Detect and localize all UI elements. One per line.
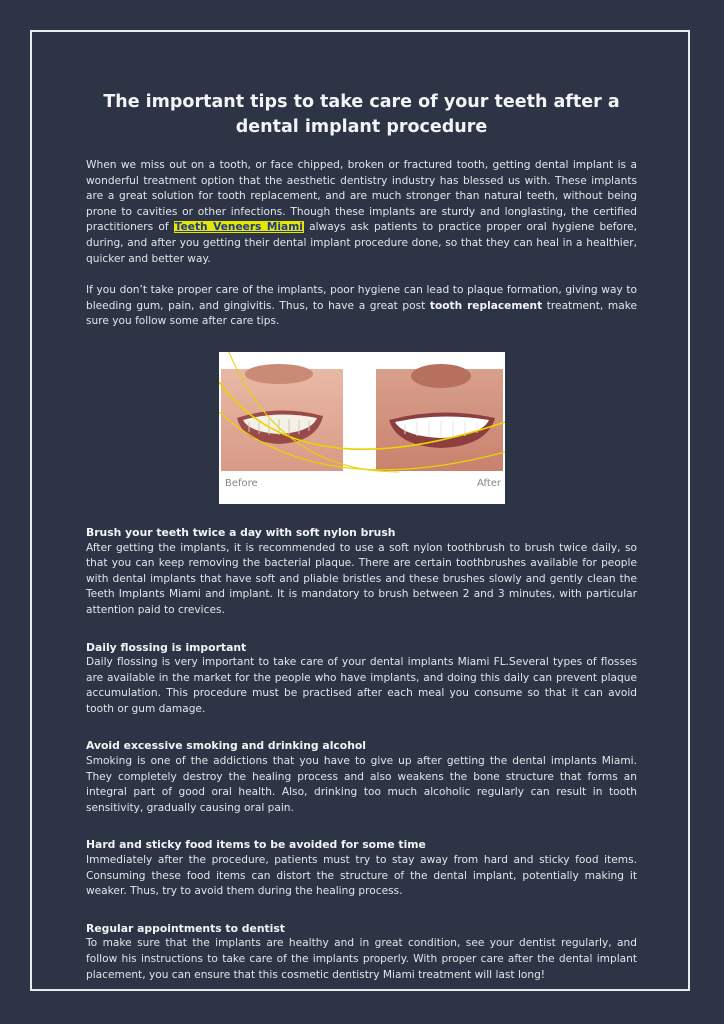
- after-label: After: [477, 477, 502, 489]
- intro-paragraph-2: [86, 283, 637, 330]
- section-title: Regular appointments to dentist: [86, 921, 285, 935]
- intro-text-1: When we miss out on a tooth, or face chipped, broken or fractured tooth, getting dental implant is a wonderful treatment option that the aesthetic dentistry industry has blessed us with. These implants are a great solution for tooth replacement, and are much stronger than natural teeth, without being prone to cavities or other infections. Though these implants are sturdy and longlasting, the certified practitioners of: [86, 159, 637, 234]
- intro-text-2: always ask patients to practice proper oral hygiene before, during, and after you getting their dental implant procedure done, so that they can heal in a healthier, quicker and better way.: [86, 221, 637, 265]
- section-body: To make sure that the implants are healthy and in great condition, see your dentist regularly, and follow his instructions to take care of the implants properly. With proper care after the dental implant placement, you can ensure that this cosmetic dentistry Miami treatment will last long!: [86, 937, 637, 981]
- before-after-image: [219, 352, 505, 504]
- intro-text-4: treatment, make sure you follow some after care tips.: [86, 299, 637, 328]
- section-body: Smoking is one of the addictions that you have to give up after getting the dental implants Miami. They completely destroy the healing process and also weakens the bone structure that forms an integral part of good oral health. Also, drinking too much alcoholic regularly can result in tooth sensitivity, gradually causing oral pain.: [86, 755, 637, 814]
- article: [86, 90, 637, 983]
- tooth-replacement-bold: tooth replacement: [429, 299, 543, 312]
- before-label: Before: [225, 477, 258, 489]
- section-title: Brush your teeth twice a day with soft nylon brush: [86, 525, 396, 539]
- section-appointments: [86, 921, 637, 983]
- section-body: After getting the implants, it is recommended to use a soft nylon toothbrush to brush twice daily, so that you can keep removing the bacterial plaque. There are certain toothbrushes available for people with dental implants that have soft and pliable bristles and these brushes slowly and gently clean the Teeth Implants Miami and implant. It is mandatory to brush between 2 and 3 minutes, with particular attention paid to crevices.: [86, 541, 637, 616]
- section-smoking: [86, 738, 637, 816]
- section-brush: [86, 525, 637, 619]
- section-body: Daily flossing is very important to take care of your dental implants Miami FL.Several types of flosses are available in the market for the people who have implants, and doing this daily can prevent plaque accumulation. This procedure must be practised after each meal you consume so that it can avoid tooth or gum damage.: [86, 656, 637, 715]
- section-title: Hard and sticky food items to be avoided for some time: [86, 838, 426, 852]
- page-title: The important tips to take care of your teeth after a dental implant procedure: [103, 92, 620, 137]
- intro-text-3: If you don’t take proper care of the implants, poor hygiene can lead to plaque formation, giving way to bleeding gum, pain, and gingivitis. Thus, to have a great post: [86, 284, 637, 312]
- section-flossing: [86, 640, 637, 718]
- section-body: Immediately after the procedure, patients must try to stay away from hard and sticky food items. Consuming these food items can distort the structure of the dental implant, potentially making it weaker. Thus, try to avoid them during the healing process.: [86, 854, 637, 898]
- before-after-smile-illustration: [219, 352, 505, 504]
- intro-paragraph-1: [86, 158, 637, 267]
- section-title: Avoid excessive smoking and drinking alcohol: [86, 739, 367, 753]
- teeth-veneers-miami-link[interactable]: Teeth Veneers Miami: [174, 221, 303, 234]
- section-title: Daily flossing is important: [86, 640, 247, 654]
- section-food: [86, 837, 637, 899]
